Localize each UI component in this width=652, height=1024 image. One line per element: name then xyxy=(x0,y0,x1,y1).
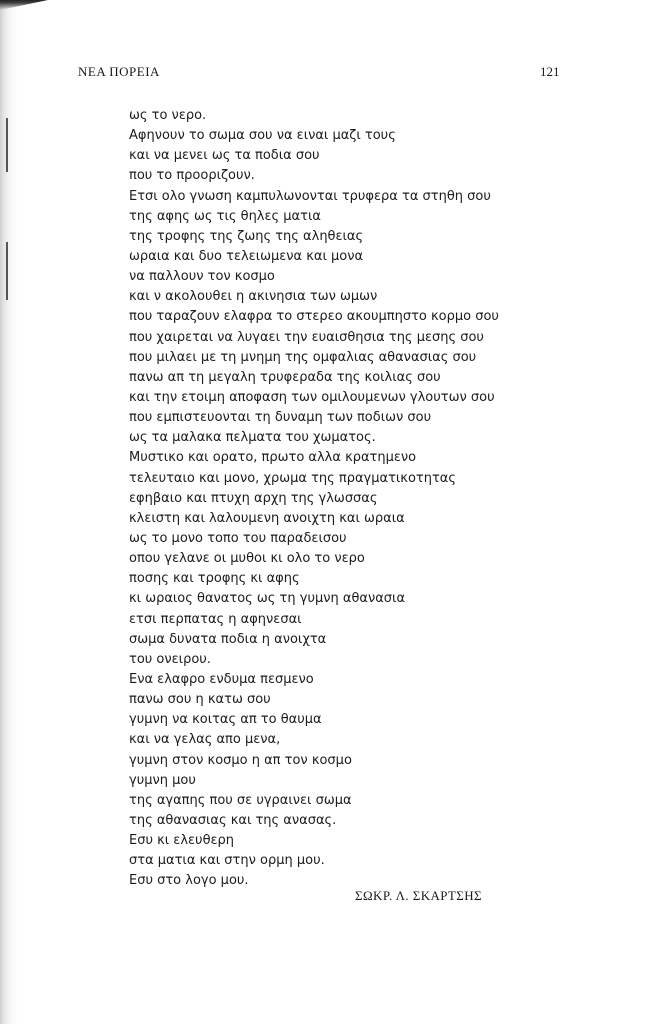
poem-line: κι ωραιος θανατος ως τη γυμνη αθανασια xyxy=(129,591,406,607)
poem-line: να παλλουν τον κοσμο xyxy=(129,269,275,285)
poem-line: που ταραζουν ελαφρα το στερεο ακουμπηστο κορμο σου xyxy=(129,309,499,325)
poem-line: και να μενει ως τα ποδια σου xyxy=(129,148,320,164)
poem-line: ετσι περπατας η αφηνεσαι xyxy=(129,611,302,627)
binding-mark-upper xyxy=(6,118,8,172)
poem-line: Ετσι ολο γνωση καμπυλωνονται τρυφερα τα στηθη σου xyxy=(129,188,491,204)
poem-line: Μυστικο και ορατο, πρωτο αλλα κρατημενο xyxy=(129,450,417,466)
poem-line: εφηβαιο και πτυχη αρχη της γλωσσας xyxy=(129,490,378,506)
poem-line: της τροφης της ζωης της αληθειας xyxy=(129,228,364,244)
scan-corner-shadow xyxy=(0,0,48,10)
poem-line: που το προοριζουν. xyxy=(129,168,255,184)
poem-line: κλειστη και λαλουμενη ανοιχτη και ωραια xyxy=(129,510,405,526)
page-number: 121 xyxy=(540,64,560,79)
poem-line: γυμνη στον κοσμο η απ τον κοσμο xyxy=(129,752,352,768)
poem-line: σωμα δυνατα ποδια η ανοιχτα xyxy=(129,631,327,647)
poem-line: Ενα ελαφρο ενδυμα πεσμενο xyxy=(129,671,314,687)
poem-line: οπου γελανε οι μυθοι κι ολο το νερο xyxy=(129,551,365,567)
poem-line: του ονειρου. xyxy=(129,651,211,667)
poem-line: ως το νερο. xyxy=(129,108,207,123)
poem-line: της αθανασιας και της ανασας. xyxy=(129,812,337,828)
author-signature: ΣΩΚΡ. Λ. ΣΚΑΡΤΣΗΣ xyxy=(355,888,482,903)
running-header-title: ΝΕΑ ΠΟΡΕΙΑ xyxy=(78,64,160,79)
poem-line: της αφης ως τις θηλες ματια xyxy=(129,208,321,224)
poem-line: ποσης και τροφης κι αφης xyxy=(129,571,300,587)
poem-line: που εμπιστευονται τη δυναμη των ποδιων σου xyxy=(129,410,432,426)
poem-line: Εσυ στο λογο μου. xyxy=(129,873,249,889)
poem-line: που μιλαει με τη μνημη της ομφαλιας αθανασιας σου xyxy=(129,349,477,365)
poem-line: πανω απ τη μεγαλη τρυφεραδα της κοιλιας σου xyxy=(129,369,441,385)
poem-line: ως το μονο τοπο του παραδεισου xyxy=(129,530,347,546)
poem-line: πανω σου η κατω σου xyxy=(129,692,271,708)
poem-line: ως τα μαλακα πελματα του χωματος. xyxy=(129,430,376,446)
poem-body xyxy=(129,106,529,891)
poem-line: ωραια και δυο τελειωμενα και μονα xyxy=(129,248,364,264)
poem-line: και την ετοιμη αποφαση των ομιλουμενων γλουτων σου xyxy=(129,389,495,405)
poem-line: τελευταιο και μονο, χρωμα της πραγματικοτητας xyxy=(129,470,457,486)
poem-line: γυμνη να κοιτας απ το θαυμα xyxy=(129,712,322,728)
poem-line: Αφηνουν το σωμα σου να ειναι μαζι τους xyxy=(129,128,396,144)
poem-line: γυμνη μου xyxy=(129,772,196,788)
poem-line: και να γελας απο μενα, xyxy=(129,732,281,748)
poem-line: που χαιρεται να λυγαει την ευαισθησια της μεσης σου xyxy=(129,329,484,345)
poem-line: Εσυ κι ελευθερη xyxy=(129,833,235,849)
poem-line: της αγαπης που σε υγραινει σωμα xyxy=(129,792,352,808)
binding-mark-lower xyxy=(6,242,8,300)
poem-line: στα ματια και στην ορμη μου. xyxy=(129,853,325,869)
poem-line: και ν ακολουθει η ακινησια των ωμων xyxy=(129,289,378,305)
